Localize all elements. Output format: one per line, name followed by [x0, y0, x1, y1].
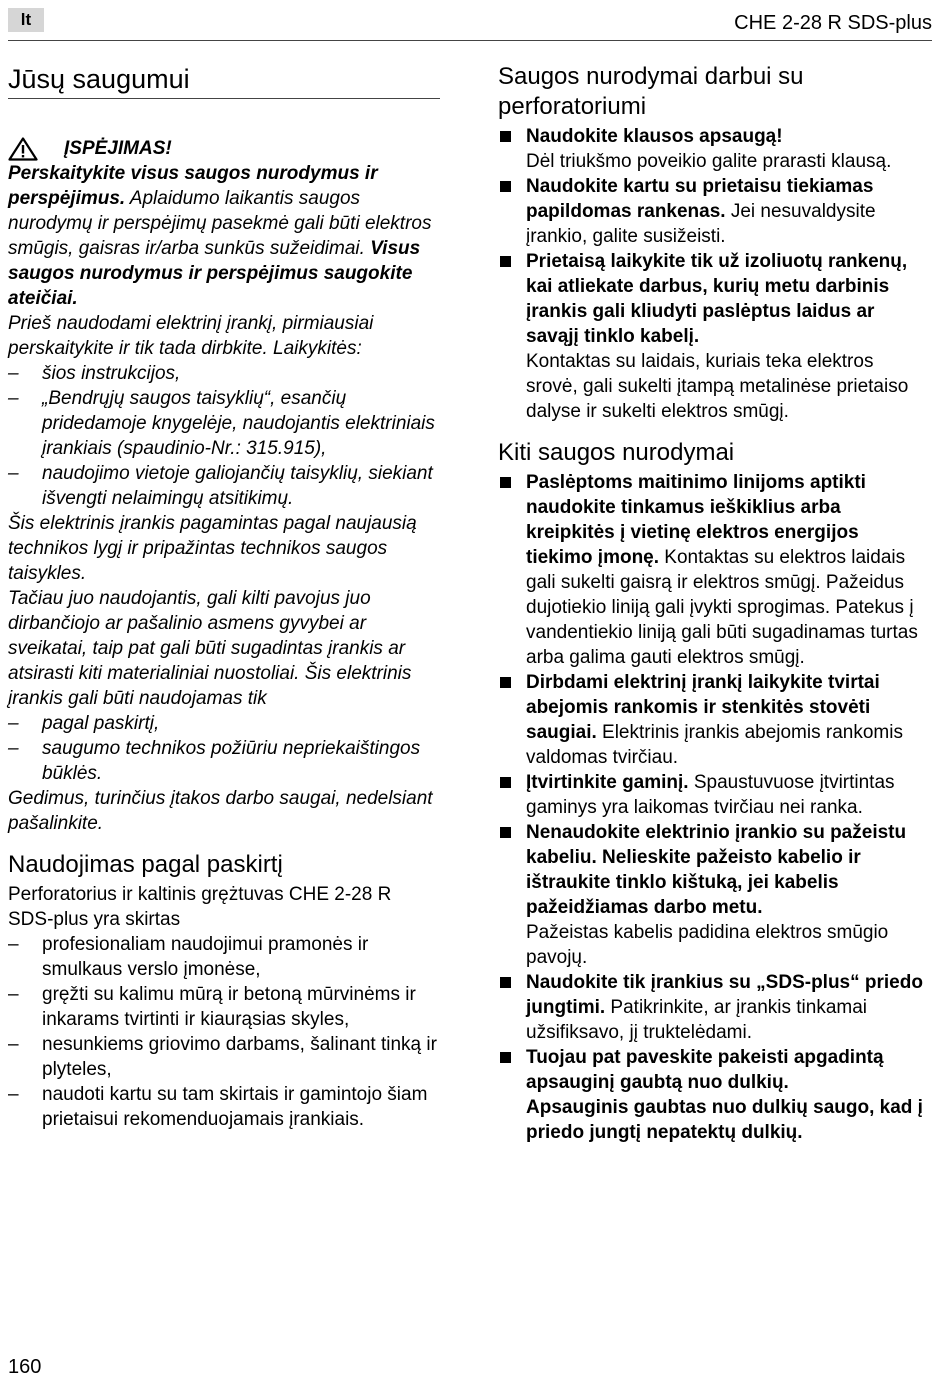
other-item-text: Kontaktas su elektros laidais gali sukelti gaisrą ir elektros smūgį. Pažeidus dujotiekio liniją gali įvykti sprogimas. Patekus į vandentiekio liniją gali būti sugadinamas turtas arba galima gauti elektros smūgį.	[526, 547, 918, 668]
other-item-bold: Tuojau pat paveskite pakeisti apgadintą apsauginį gaubtą nuo dulkių.	[526, 1047, 884, 1093]
drill-item-bold: Naudokite kartu su prietaisu tiekiamas papildomas rankenas.	[526, 176, 874, 222]
warning-paragraph	[8, 161, 440, 311]
other-item	[498, 770, 930, 820]
drill-item	[498, 174, 930, 249]
other-item-text: Spaustuvuose įtvirtintas gaminys yra laikomas tvirčiau nei ranka.	[526, 772, 895, 818]
drill-item-text: Kontaktas su laidais, kuriais teka elektros srovė, gali sukelti įtampą metalinėse prietaiso dalyse ir sukelti elektros smūgį.	[526, 351, 909, 422]
drill-item-text: Dėl triukšmo poveikio galite prarasti klausą.	[526, 151, 892, 172]
warning-label: ĮSPĖJIMAS!	[64, 138, 172, 159]
other-item-bold: Nenaudokite elektrinio įrankio su pažeistu kabeliu. Nelieskite pažeisto kabelio ir ištraukite tinklo kištuką, jei kabelis pažeidžiamas darbo metu.	[526, 822, 907, 918]
intended-intro: Perforatorius ir kaltinis grężtuvas CHE 2-28 R SDS-plus yra skirtas	[8, 884, 392, 930]
other-item	[498, 970, 930, 1045]
warning-bold-2: Visus saugos nurodymus ir perspėjimus saugokite ateičiai.	[8, 238, 421, 309]
other-item	[498, 470, 930, 670]
other-item-bold: Įtvirtinkite gaminį.	[526, 772, 689, 793]
model-name: CHE 2-28 R SDS-plus	[734, 12, 932, 34]
header-rule	[8, 40, 932, 41]
follow-item: – „Bendrųjų saugos taisyklių“, esančių pridedamoje knygelėje, naudojantis elektriniais įrankiais (spaudinio-Nr.: 315.915),	[8, 386, 440, 461]
warning-text: Aplaidumo laikantis saugos nurodymų ir perspėjimų pasekmė gali būti elektros smūgis, gaisras ir/arba sunkūs sužeidimai.	[8, 188, 432, 259]
left-column	[8, 62, 440, 1132]
intended-item: – profesionaliam naudojimui pramonės ir smulkaus verslo įmonėse,	[8, 932, 440, 982]
drill-item-bold: Prietaisą laikykite tik už izoliuotų rankenų, kai atliekate darbus, kurių metu darbinis įrankis gali kliudyti paslėptus laidus ar savąjį tinklo kabelį.	[526, 251, 908, 347]
warning-triangle-icon	[8, 137, 38, 161]
other-item-bold-2: Apsauginis gaubtas nuo dulkių saugo, kad į priedo jungtį nepatektų dulkių.	[526, 1097, 923, 1143]
use-item: – saugumo technikos požiūriu nepriekaištingos būklės.	[8, 736, 440, 786]
before-use-text: Prieš naudodami elektrinį įrankį, pirmiausiai perskaitykite ir tik tada dirbkite. Laikykitės:	[8, 313, 374, 359]
page-number: 160	[8, 1356, 42, 1378]
made-text: Šis elektrinis įrankis pagamintas pagal naujausią technikos lygį ir pripažintas technikos saugos taisykles.	[8, 513, 417, 584]
section-title-intended-use: Naudojimas pagal paskirtį	[8, 851, 283, 878]
drill-item-bold: Naudokite klausos apsaugą!	[526, 126, 783, 147]
other-item	[498, 670, 930, 770]
danger-text: Tačiau juo naudojantis, gali kilti pavojus juo dirbančiojo ar pašalinio asmens gyvybei ar sveikatai, taip pat gali būti sugadintas įrankis ar atsirasti kiti materialiniai nuostoliai. Šis elektrinis įrankis gali būti naudojamas tik	[8, 588, 412, 709]
intended-item: – naudoti kartu su tam skirtais ir gamintojo šiam prietaisui rekomenduojamais įrankiais.	[8, 1082, 440, 1132]
other-item-text: Elektrinis įrankis abejomis rankomis valdomas tvirčiau.	[526, 722, 903, 768]
warning-header	[8, 133, 440, 161]
section-title-drill-safety: Saugos nurodymai darbui su perforatoriumi	[498, 63, 804, 120]
faults-text: Gedimus, turinčius įtakos darbo saugai, nedelsiant pašalinkite.	[8, 788, 433, 834]
other-item-text: Patikrinkite, ar įrankis tinkamai užsifiksavo, jį truktelėdami.	[526, 997, 868, 1043]
other-item	[498, 1045, 930, 1145]
intended-item: – gręžti su kalimu mūrą ir betoną mūrvinėms ir inkarams tvirtinti ir kiaurąsias skyles,	[8, 982, 440, 1032]
follow-item: – šios instrukcijos,	[8, 361, 440, 386]
other-item-text: Pažeistas kabelis padidina elektros smūgio pavojų.	[526, 922, 889, 968]
drill-item-text: Jei nesuvaldysite įrankio, galite susižeisti.	[526, 201, 876, 247]
drill-item	[498, 124, 930, 174]
section-title-safety: Jūsų saugumui	[8, 62, 440, 99]
warning-bold: Perskaitykite visus saugos nurodymus ir perspėjimus.	[8, 163, 378, 209]
drill-item	[498, 249, 930, 424]
other-item-bold: Dirbdami elektrinį įrankį laikykite tvirtai abejomis rankomis ir stenkitės stovėti saugiai.	[526, 672, 880, 743]
intended-item: – nesunkiems griovimo darbams, šalinant tinką ir plyteles,	[8, 1032, 440, 1082]
other-item-bold: Naudokite tik įrankius su „SDS-plus“ priedo jungtimi.	[526, 972, 923, 1018]
use-item: – pagal paskirtį,	[8, 711, 440, 736]
follow-item: – naudojimo vietoje galiojančių taisyklių, siekiant išvengti nelaimingų atsitikimų.	[8, 461, 440, 511]
language-tab: lt	[8, 8, 44, 32]
other-item-bold: Paslėptoms maitinimo linijoms aptikti naudokite tinkamus ieškiklius arba kreipkitės į vietinę elektros energijos tiekimo įmonę.	[526, 472, 866, 568]
section-title-other-safety: Kiti saugos nurodymai	[498, 439, 735, 466]
other-item	[498, 820, 930, 970]
right-column	[498, 62, 930, 1145]
